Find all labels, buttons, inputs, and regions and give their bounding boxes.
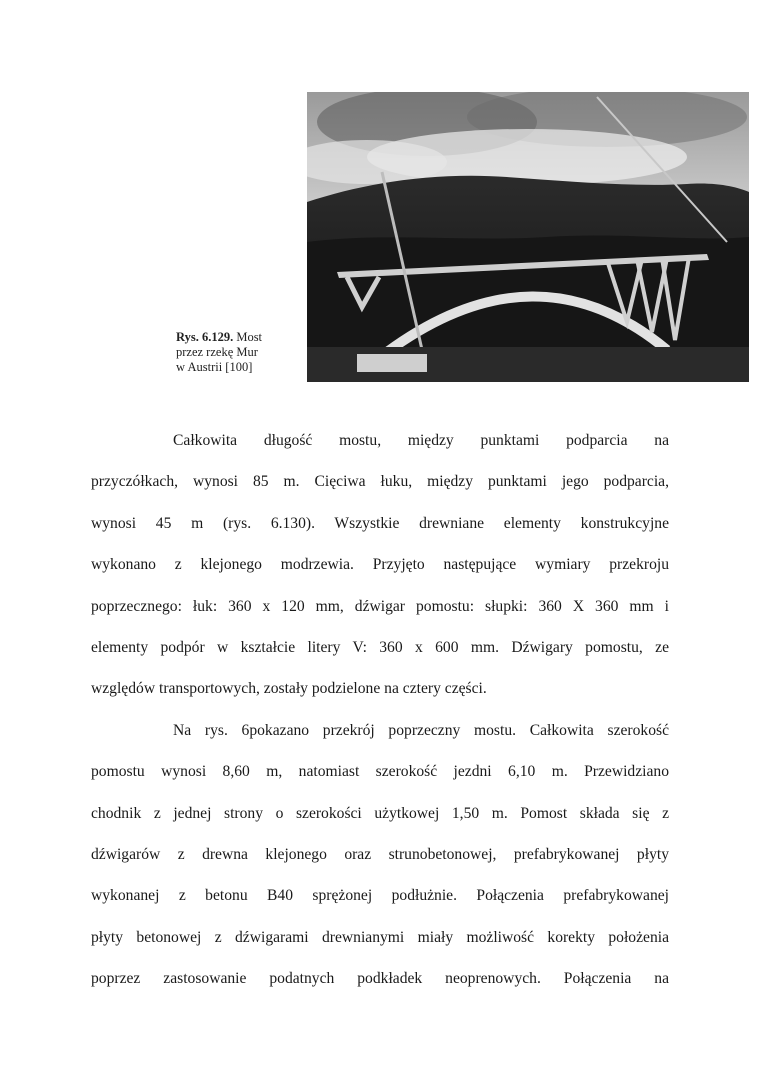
paragraph-line: pomostu wynosi 8,60 m, natomiast szerokość jezdni 6,10 m. Przewidziano <box>91 763 669 781</box>
paragraph-line: Na rys. 6pokazano przekrój poprzeczny mostu. Całkowita szerokość <box>173 721 669 739</box>
caption-line-1 <box>176 330 306 345</box>
paragraph-line: elementy podpór w kształcie litery V: 360 x 600 mm. Dźwigary pomostu, ze <box>91 638 669 656</box>
paragraph-line: chodnik z jednej strony o szerokości użytkowej 1,50 m. Pomost składa się z <box>91 804 669 822</box>
paragraph-line: wykonanej z betonu B40 sprężonej podłużnie. Połączenia prefabrykowanej <box>91 887 669 905</box>
bridge-photo <box>307 92 749 382</box>
paragraph-line: przyczółkach, wynosi 85 m. Cięciwa łuku, między punktami jego podparcia, <box>91 473 669 491</box>
paragraph-line: poprzez zastosowanie podatnych podkładek neoprenowych. Połączenia na <box>91 970 669 988</box>
paragraph-1 <box>91 420 669 710</box>
paragraph-2 <box>91 710 669 1000</box>
caption-label: Rys. 6.129. <box>176 330 234 344</box>
paragraph-line: dźwigarów z drewna klejonego oraz strunobetonowej, prefabrykowanej płyty <box>91 845 669 863</box>
bridge-photo-illustration <box>307 92 749 382</box>
paragraph-line: względów transportowych, zostały podzielone na cztery części. <box>91 680 487 698</box>
paragraph-line: poprzecznego: łuk: 360 x 120 mm, dźwigar pomostu: słupki: 360 X 360 mm i <box>91 597 669 615</box>
body-text <box>91 420 669 999</box>
caption-rest: Most <box>233 330 263 344</box>
paragraph-line: Całkowita długość mostu, między punktami podparcia na <box>173 432 669 449</box>
caption-line-3: w Austrii [100] <box>176 360 253 374</box>
paragraph-line: płyty betonowej z dźwigarami drewnianymi miały możliwość korekty położenia <box>91 928 669 946</box>
paragraph-line: wynosi 45 m (rys. 6.130). Wszystkie drewniane elementy konstrukcyjne <box>91 514 669 532</box>
figure-caption <box>176 330 306 375</box>
paragraph-line: wykonano z klejonego modrzewia. Przyjęto następujące wymiary przekroju <box>91 556 669 574</box>
caption-line-2: przez rzekę Mur <box>176 345 258 359</box>
